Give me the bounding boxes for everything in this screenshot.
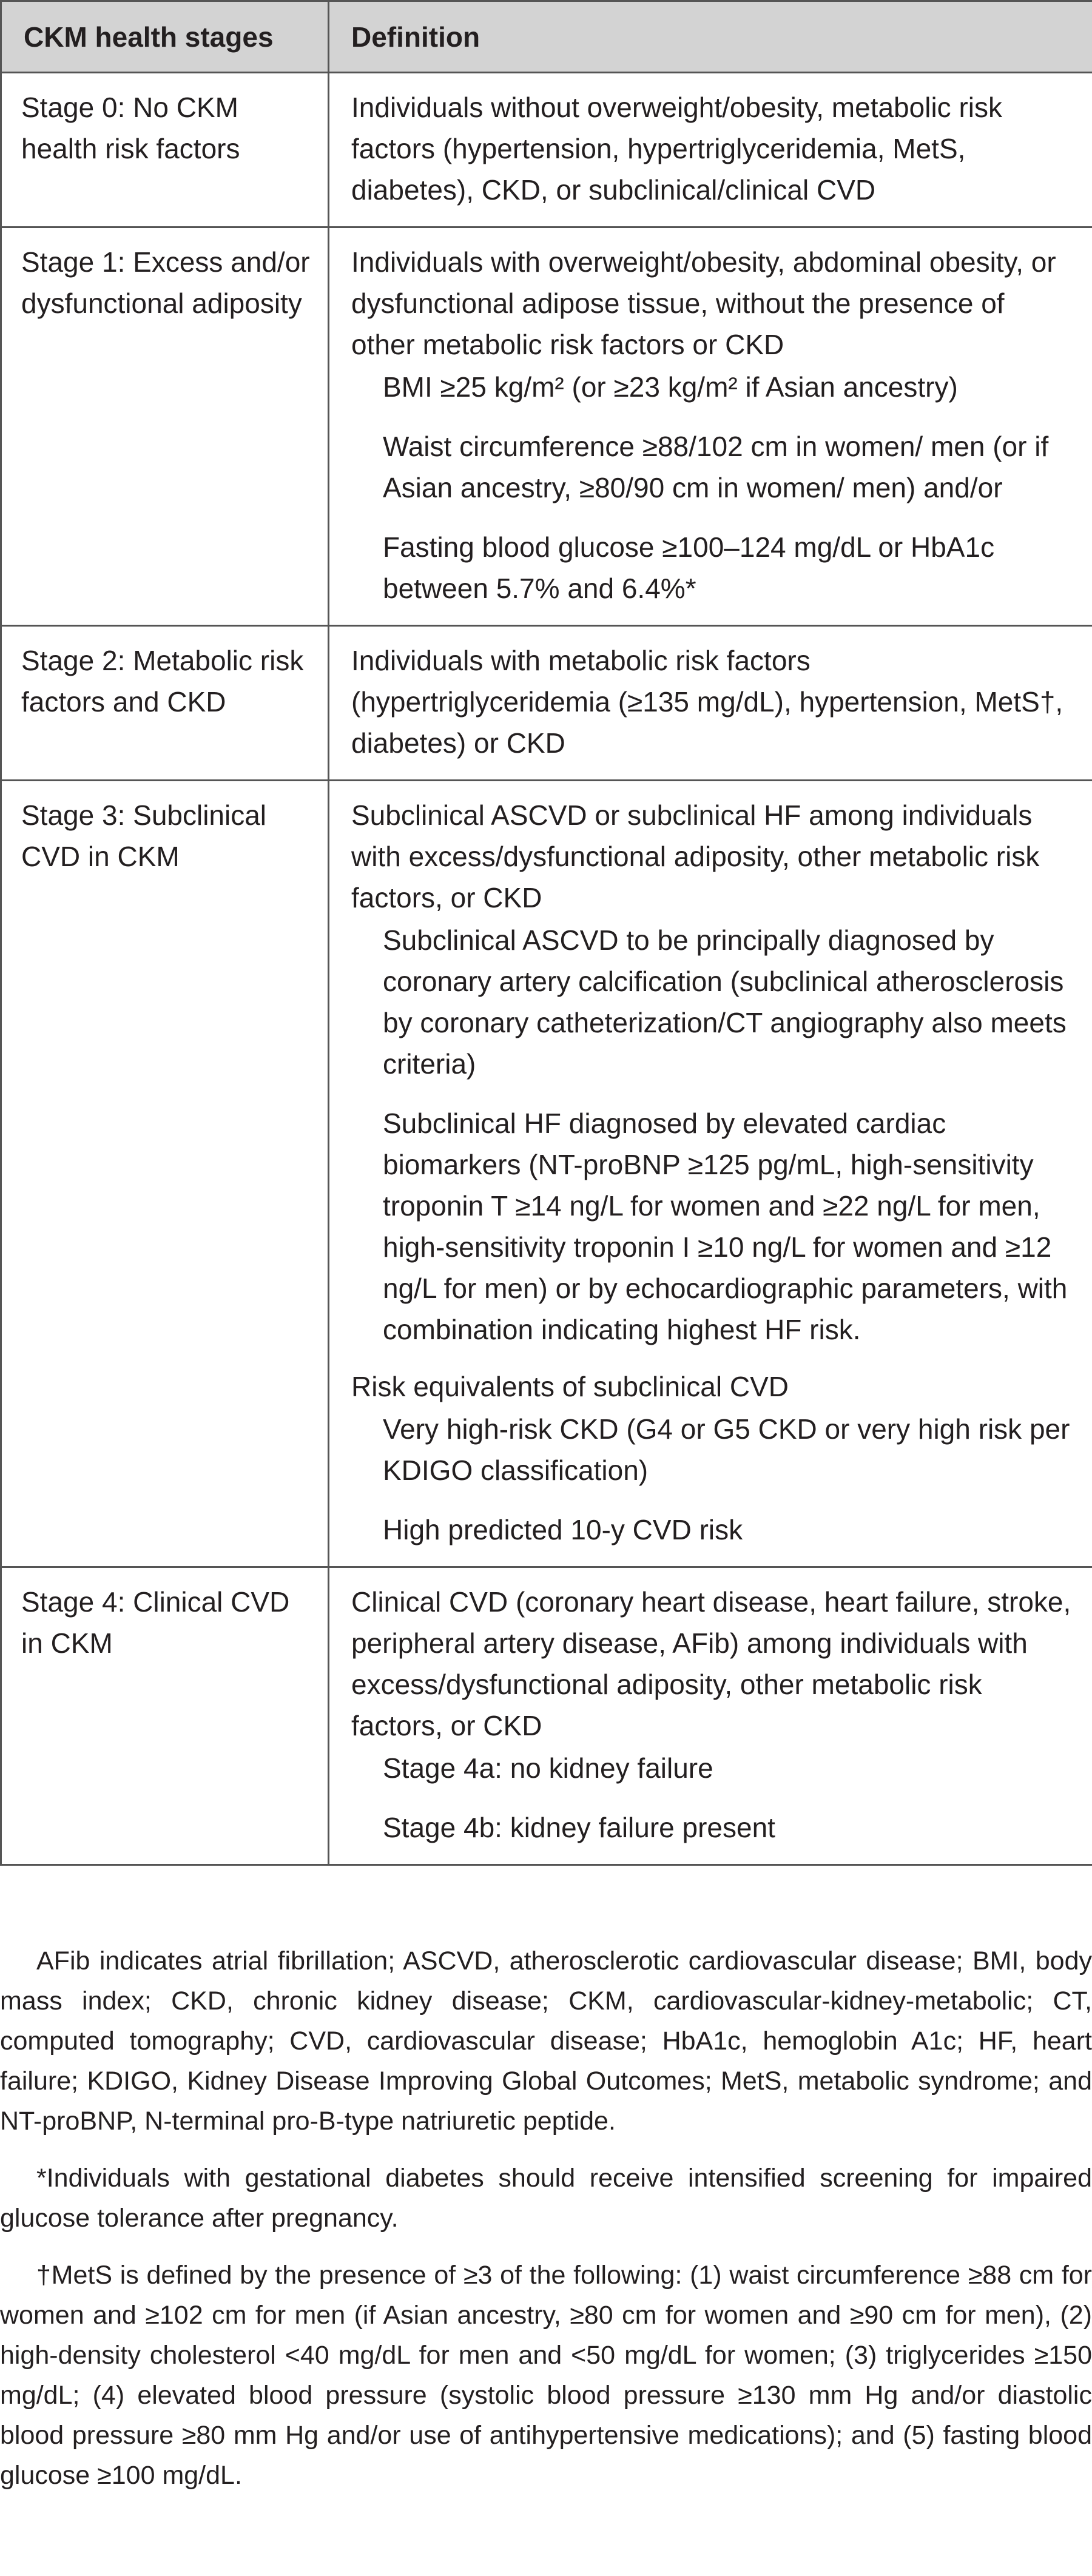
- definition-group: [351, 241, 1074, 609]
- table-header-row: [1, 1, 1092, 73]
- definition-criterion: Stage 4a: no kidney failure: [383, 1752, 713, 1784]
- stage-cell: Stage 4: Clinical CVD in CKM: [1, 1567, 329, 1865]
- table-row: [1, 1567, 1092, 1865]
- definition-criterion: Waist circumference ≥88/102 cm in women/ men (or if Asian ancestry, ≥80/90 cm in women/ men) and/or: [383, 431, 1049, 503]
- definition-main-text: Subclinical ASCVD or subclinical HF among individuals with excess/dysfunctional adiposity, other metabolic risk factors, or CKD: [351, 799, 1040, 913]
- footnote-gestational-diabetes: *Individuals with gestational diabetes should receive intensified screening for impaired glucose tolerance after pregnancy.: [0, 2164, 1092, 2233]
- definition-group: [351, 795, 1074, 1350]
- table-footnotes: [0, 1941, 1092, 2512]
- definition-group: [351, 1581, 1074, 1848]
- table-row: [1, 73, 1092, 227]
- stage-cell: Stage 2: Metabolic risk factors and CKD: [1, 626, 329, 781]
- column-header-stage: CKM health stages: [1, 1, 329, 73]
- definition-criterion: Very high-risk CKD (G4 or G5 CKD or very high risk per KDIGO classification): [383, 1413, 1070, 1486]
- stage-cell: Stage 0: No CKM health risk factors: [1, 73, 329, 227]
- table-row: [1, 781, 1092, 1567]
- stage-cell: Stage 1: Excess and/or dysfunctional adiposity: [1, 227, 329, 626]
- definition-group: [351, 1366, 1074, 1550]
- definition-criterion: High predicted 10-y CVD risk: [383, 1514, 743, 1545]
- definition-cell: [329, 1567, 1092, 1865]
- definition-main-text: Clinical CVD (coronary heart disease, heart failure, stroke, peripheral artery disease, AFib) among individuals with excess/dysfunctional adiposity, other metabolic risk factors, or CKD: [351, 1586, 1071, 1741]
- definition-cell: [329, 626, 1092, 781]
- definition-main-text: Individuals without overweight/obesity, metabolic risk factors (hypertension, hypertriglyceridemia, MetS, diabetes), CKD, or subclinical/clinical CVD: [351, 92, 1002, 206]
- table-row: [1, 626, 1092, 781]
- definition-cell: [329, 227, 1092, 626]
- definition-main-text: Individuals with overweight/obesity, abdominal obesity, or dysfunctional adipose tissue, without the presence of other metabolic risk factors or CKD: [351, 246, 1056, 360]
- definition-criterion: Fasting blood glucose ≥100–124 mg/dL or HbA1c between 5.7% and 6.4%*: [383, 531, 995, 604]
- stage-cell: Stage 3: Subclinical CVD in CKM: [1, 781, 329, 1567]
- definition-criterion: BMI ≥25 kg/m² (or ≥23 kg/m² if Asian ancestry): [383, 371, 958, 403]
- column-header-definition: Definition: [329, 1, 1092, 73]
- table-row: [1, 227, 1092, 626]
- definition-main-text: Individuals with metabolic risk factors (hypertriglyceridemia (≥135 mg/dL), hypertension, MetS†, diabetes) or CKD: [351, 645, 1063, 759]
- table-body: [1, 73, 1092, 1865]
- footnote-abbreviations: AFib indicates atrial fibrillation; ASCVD, atherosclerotic cardiovascular disease; BMI, body mass index; CKD, chronic kidney disease; CKM, cardiovascular-kidney-metabolic; CT, computed tomography; CVD, cardiovascular disease; HbA1c, hemoglobin A1c; HF, heart failure; KDIGO, Kidney Disease Improving Global Outcomes; MetS, metabolic syndrome; and NT-proBNP, N-terminal pro-B-type natriuretic peptide.: [0, 1946, 1092, 2136]
- definition-criterion: Stage 4b: kidney failure present: [383, 1812, 775, 1843]
- footnote-mets-definition: †MetS is defined by the presence of ≥3 of the following: (1) waist circumference ≥88 cm for women and ≥102 cm for men (if Asian ancestry, ≥80 cm for women and ≥90 cm for men), (2) high-density cholesterol <40 mg/dL for men and <50 mg/dL for women; (3) triglycerides ≥150 mg/dL; (4) elevated blood pressure (systolic blood pressure ≥130 mm Hg and/or diastolic blood pressure ≥80 mm Hg and/or use of antihypertensive medications); and (5) fasting blood glucose ≥100 mg/dL.: [0, 2261, 1092, 2490]
- definition-group: [351, 87, 1074, 210]
- definition-criterion: Subclinical ASCVD to be principally diagnosed by coronary artery calcification (subclinical atherosclerosis by coronary catheterization/CT angiography also meets criteria): [383, 924, 1067, 1080]
- definition-cell: [329, 781, 1092, 1567]
- definition-cell: [329, 73, 1092, 227]
- definition-main-text: Risk equivalents of subclinical CVD: [351, 1371, 789, 1402]
- definition-group: [351, 640, 1074, 764]
- definition-criterion: Subclinical HF diagnosed by elevated cardiac biomarkers (NT-proBNP ≥125 pg/mL, high-sensitivity troponin T ≥14 ng/L for women and ≥22 ng/L for men, high-sensitivity troponin I ≥10 ng/L for women and ≥12 ng/L for men) or by echocardiographic parameters, with combination indicating highest HF risk.: [383, 1108, 1068, 1345]
